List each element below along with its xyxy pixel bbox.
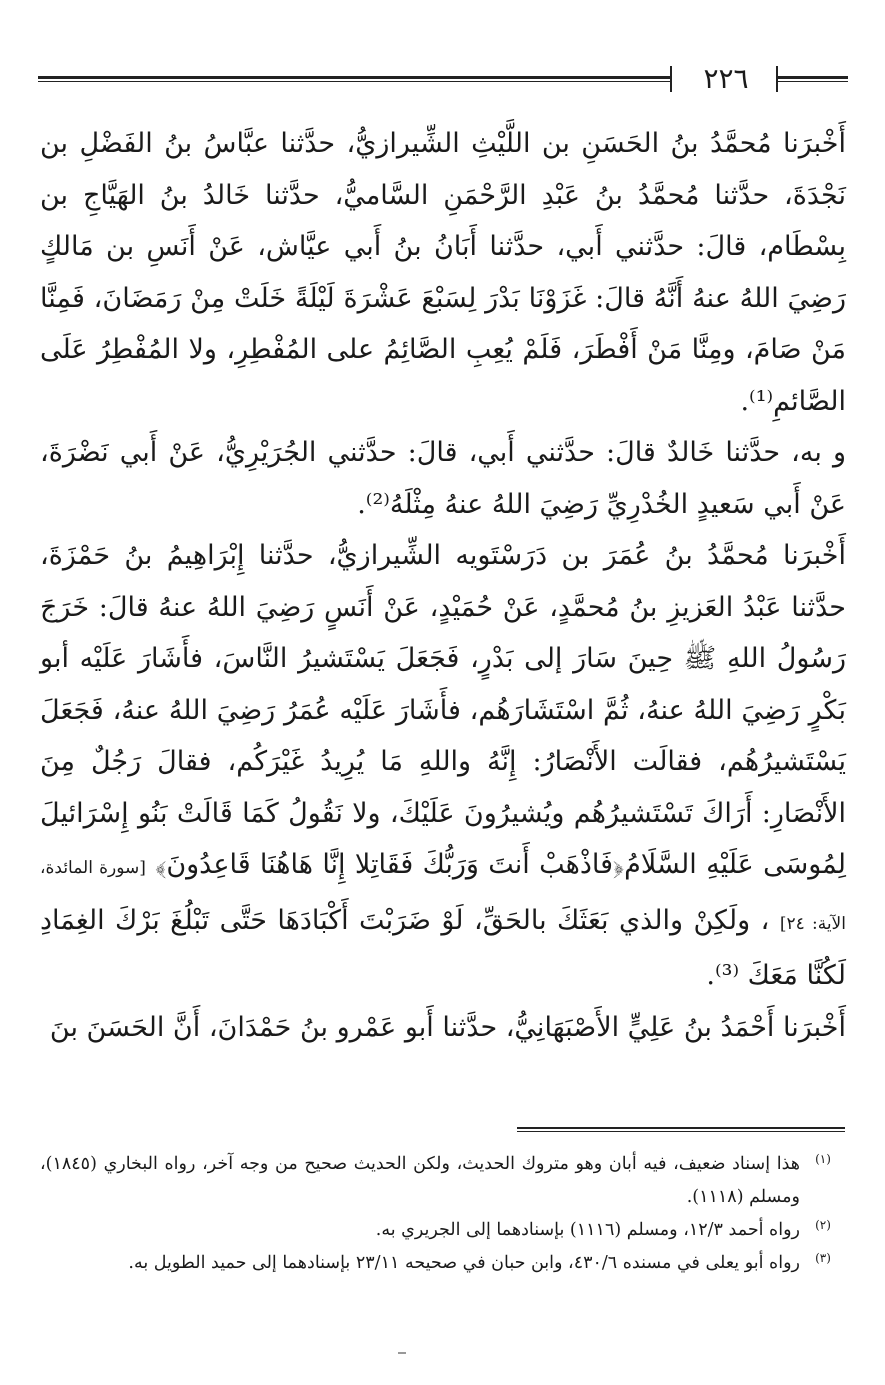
header-rule-right xyxy=(778,76,848,82)
paragraph-1: أَخْبرَنا مُحمَّدُ بنُ الحَسَنِ بن اللَّيْثِ الشِّيرازيُّ، حدَّثنا عبَّاسُ بنُ الفَضْلِ بن نَجْدَةَ، حدَّثنا مُحمَّدُ بنُ عَبْدِ الرَّحْمَنِ السَّاميُّ، حدَّثنا خَالدُ بنُ الهَيَّاجِ بن بِسْطَام، قالَ: حدَّثني أَبي، حدَّثنا أَبَانُ بنُ أَبي عيَّاش، عَنْ أَنَسِ بن مَالكٍ رَضِيَ اللهُ عنهُ أَنَّهُ قالَ: غَزَوْنَا بَدْرَ لِسَبْعَ عَشْرَةَ لَيْلَةً خَلَتْ مِنْ رَمَضَانَ، فَمِنَّا مَنْ صَامَ، ومِنَّا مَنْ أَفْطَرَ، فَلَمْ يُعِبِ الصَّائِمُ على المُفْطِرِ، ولا المُفْطِرُ عَلَى الصَّائمِ⁽¹⁾. xyxy=(40,128,846,417)
paragraph-2: و به، حدَّثنا خَالدٌ قالَ: حدَّثني أَبي، قالَ: حدَّثني الجُرَيْرِيُّ، عَنْ أَبي نَضْرَةَ، عَنْ أَبي سَعيدٍ الخُدْرِيِّ رَضِيَ اللهُ عنهُ مِثْلَهُ⁽²⁾. xyxy=(40,437,846,520)
footnote-text: رواه أحمد ١٢/٣، ومسلم (١١١٦) بإسنادهما إلى الجريري به. xyxy=(375,1220,800,1240)
footnote-text: هذا إسناد ضعيف، فيه أبان وهو متروك الحديث، ولكن الحديث صحيح من وجه آخر، رواه البخاري (١٨٤٥)، ومسلم (١١١٨). xyxy=(40,1154,800,1207)
verse-reference: [سورة المائدة، الآية: ٢٤] xyxy=(40,858,846,934)
footnote-marker: (٣) xyxy=(815,1251,831,1265)
paragraph-3-text: أَخْبرَنا مُحمَّدُ بنُ عُمَرَ بن دَرَسْتَويه الشِّيرازيُّ، حدَّثنا إِبْرَاهِيمُ بنُ حَمْزَةَ، حدَّثنا عَبْدُ العَزيزِ بنُ مُحمَّدٍ، عَنْ حُمَيْدٍ، عَنْ أَنَسٍ رَضِيَ اللهُ عنهُ قالَ: خَرَجَ رَسُولُ اللهِ ﷺ حِينَ سَارَ إلى بَدْرٍ، فَجَعَلَ يَسْتَشيرُ النَّاسَ، فأَشَارَ عَلَيْه أبو بَكْرٍ رَضِيَ اللهُ عنهُ، ثُمَّ اسْتَشَارَهُم، فأَشَارَ عَلَيْه عُمَرُ رَضِيَ اللهُ عنهُ، فَجَعَلَ يَسْتَشيرُهُم، فقالَت الأَنْصَارُ: إِنَّهُ واللهِ مَا يُرِيدُ غَيْرَكُم، فقالَ رَجُلٌ مِنَ الأَنْصَارِ: أَرَاكَ تَسْتَشيرُهُم ويُشيرُونَ عَلَيْكَ، ولا نَقُولُ كَمَا قَالَتْ بَنُو إِسْرَائيلَ لِمُوسَى عَلَيْهِ السَّلَامُ﴿فَاذْهَبْ أَنتَ وَرَبُّكَ فَقَاتِلا إِنَّا هَاهُنَا قَاعِدُونَ﴾ xyxy=(40,540,847,880)
paragraph-4: أَخْبرَنا أَحْمَدُ بنُ عَلِيٍّ الأَصْبَهَانِيُّ، حدَّثنا أَبو عَمْرو بنُ حَمْدَانَ، أَنَّ الحَسَنَ بنَ xyxy=(49,1011,846,1043)
paragraph-3 xyxy=(40,530,846,1002)
footnote-3 xyxy=(40,1247,846,1280)
footnote-marker: (٢) xyxy=(815,1218,831,1232)
footnote-2 xyxy=(40,1214,846,1247)
footnote-text: رواه أبو يعلى في مسنده ٤٣٠/٦، وابن حبان في صحيحه ٢٣/١١ بإسنادهما إلى حميد الطويل به. xyxy=(128,1253,800,1273)
page-bottom-mark xyxy=(398,1352,406,1354)
footnote-marker: (١) xyxy=(815,1152,831,1166)
paragraph-3-continuation: ، ولَكِنْ والذي بَعَثَكَ بالحَقِّ، لَوْ ضَرَبْتَ أَكْبَادَهَا حَتَّى تَبْلُغَ بَرْكَ الغِمَادِ لَكُنَّا مَعَكَ ⁽³⁾. xyxy=(40,904,846,991)
page-header xyxy=(38,62,848,102)
footnotes xyxy=(40,1148,846,1280)
header-bar-left xyxy=(670,66,672,92)
header-rule-left xyxy=(38,76,670,82)
footnote-1 xyxy=(40,1148,846,1214)
main-text xyxy=(40,118,846,1053)
footnote-separator xyxy=(517,1127,845,1132)
page-number: ٢٢٦ xyxy=(703,62,749,95)
